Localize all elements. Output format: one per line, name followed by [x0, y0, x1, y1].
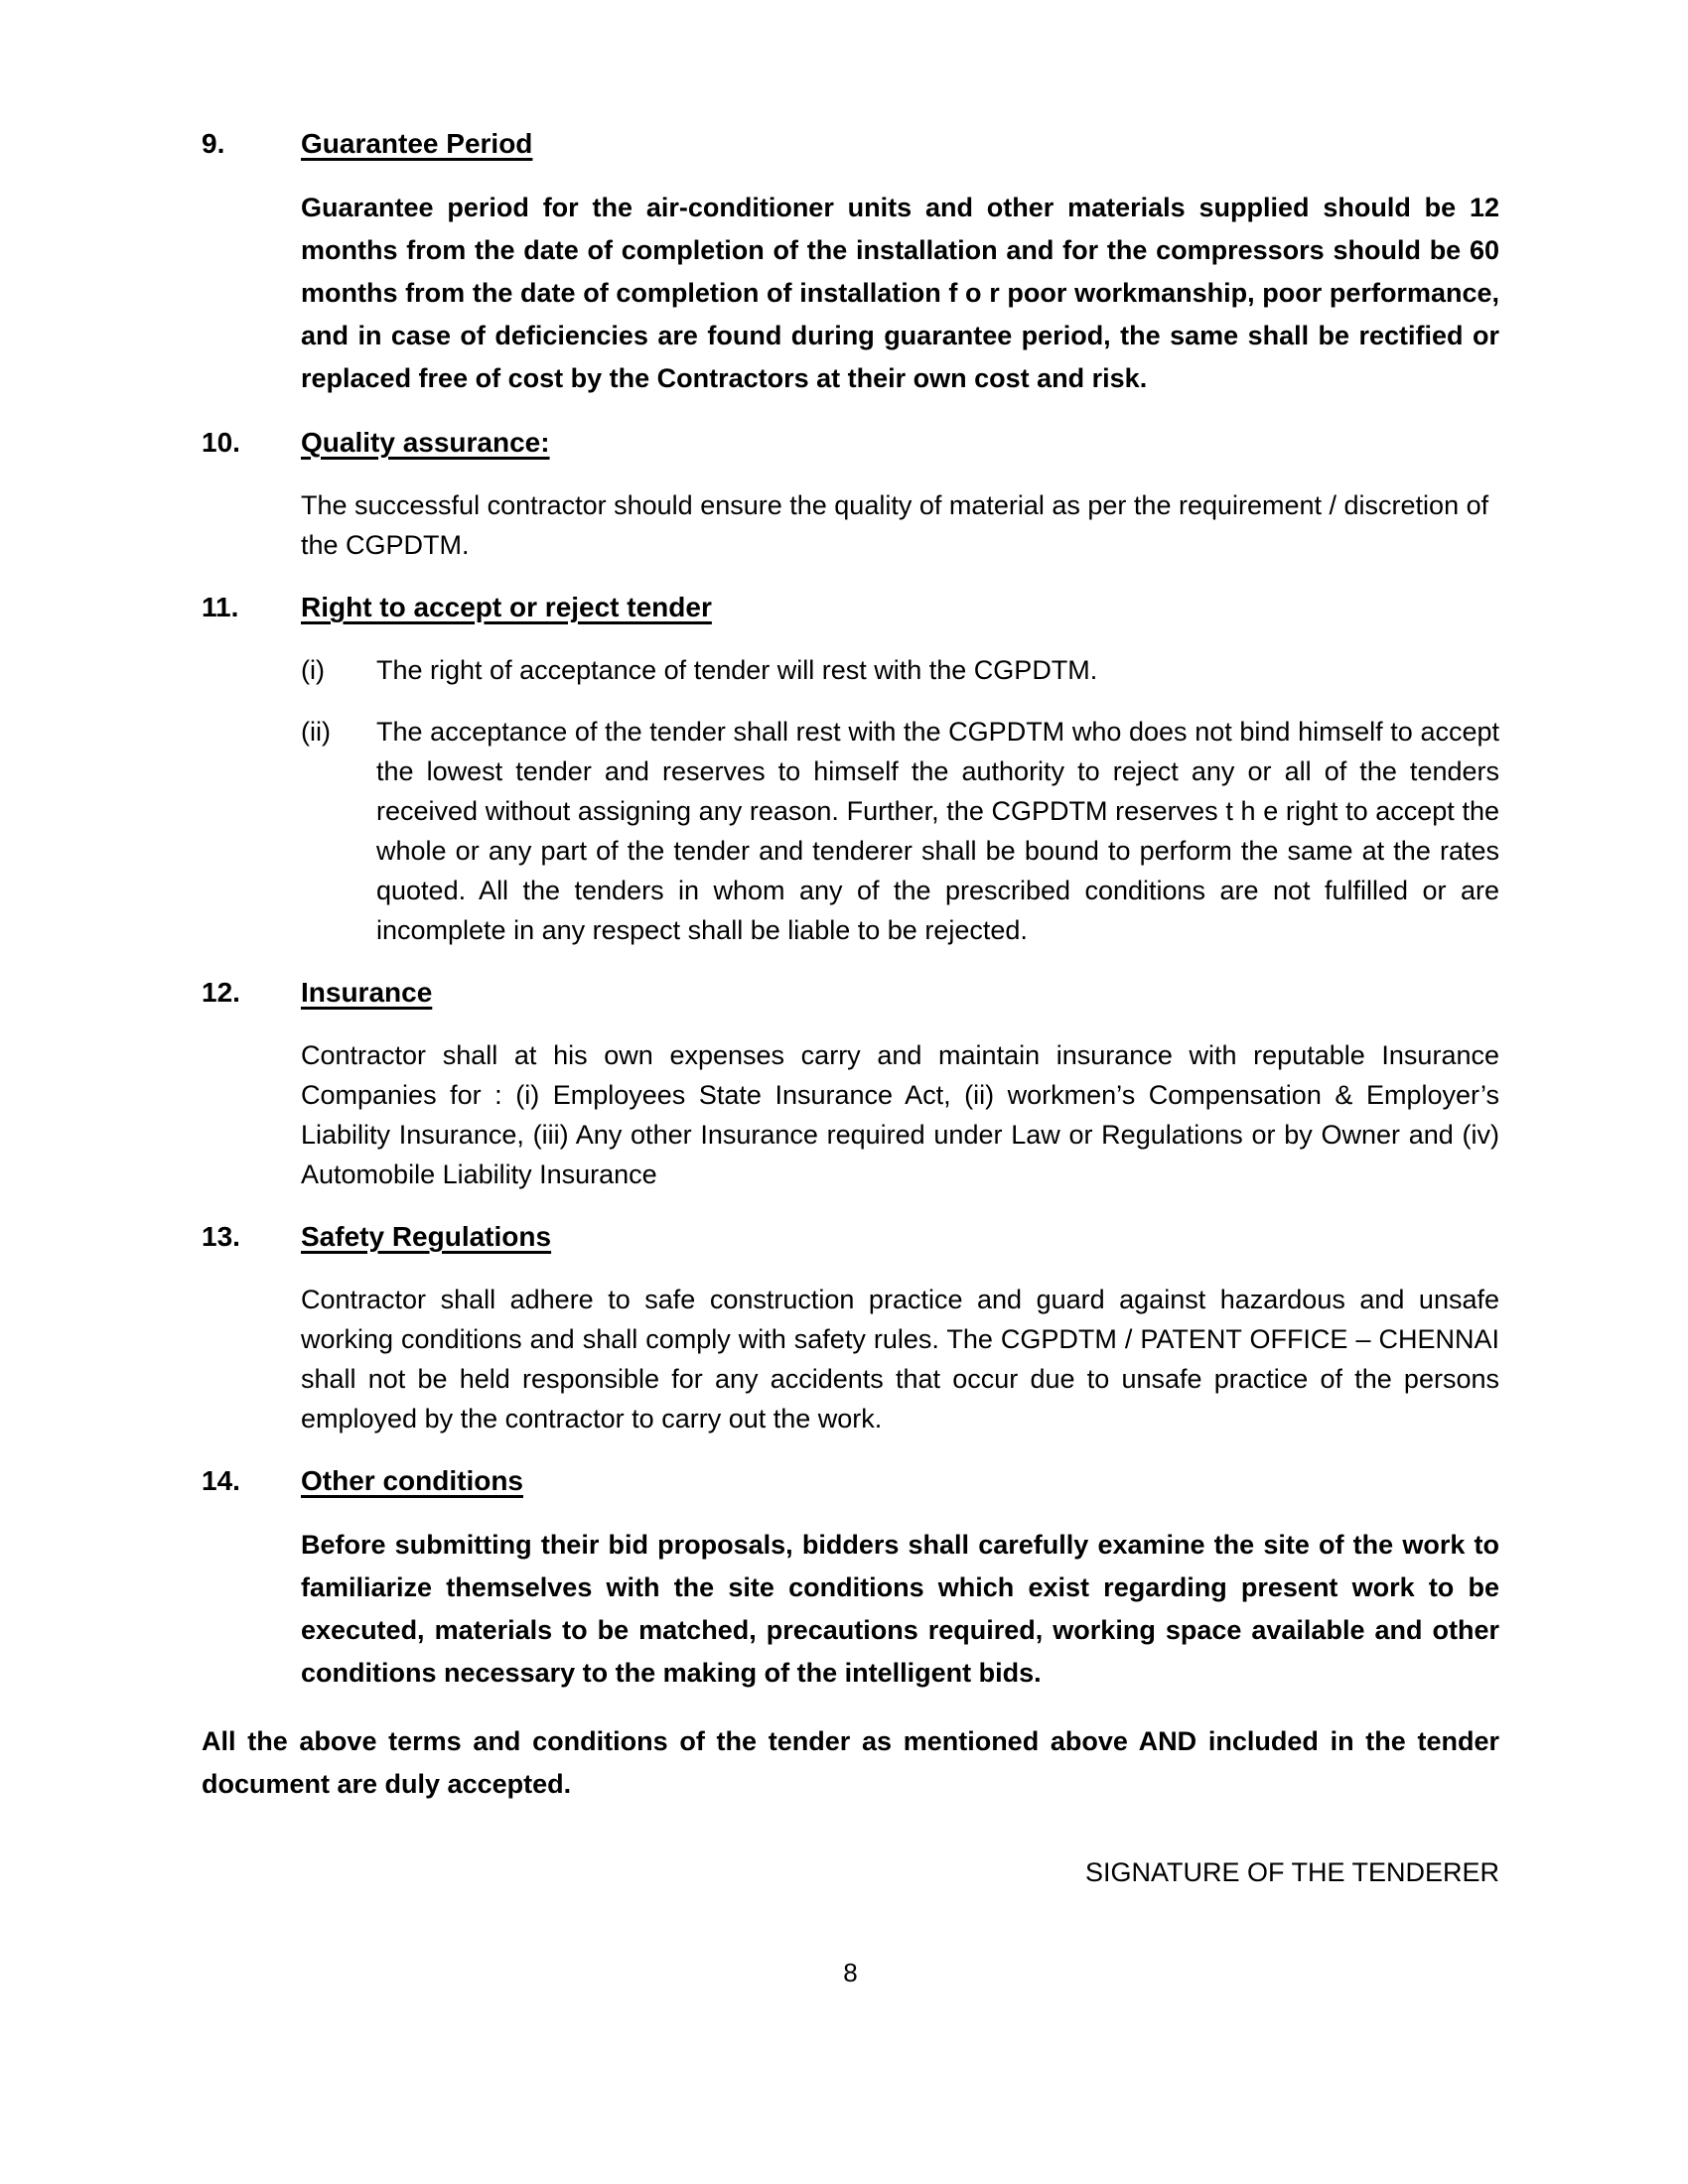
sub-item-marker: (i) — [301, 655, 325, 685]
section-body — [301, 426, 1499, 565]
signature-line: SIGNATURE OF THE TENDERER — [1084, 1857, 1499, 1887]
section-other-conditions — [202, 1464, 1499, 1695]
section-number: 14. — [202, 1465, 240, 1496]
section-number: 11. — [202, 592, 239, 622]
sub-item-i — [301, 650, 1499, 690]
section-right-to-accept-or-reject — [202, 591, 1499, 950]
closing-paragraph: All the above terms and conditions of the tender as mentioned above AND included in the tender document are duly accepted. — [202, 1726, 1499, 1799]
section-quality-assurance — [202, 426, 1499, 565]
section-heading: Right to accept or reject tender — [301, 592, 712, 622]
section-paragraph: Guarantee period for the air-conditioner units and other materials supplied should be 12 months from the date of completion of the installation and for the compressors should be 60 months from the date of completion of installation f o r poor workmanship, poor performance, and in case of deficiencies are found during guarantee period, the same shall be rectified or replaced free of cost by the Contractors at their own cost and risk. — [301, 193, 1499, 393]
section-body — [301, 1220, 1499, 1438]
section-paragraph: The successful contractor should ensure the quality of material as per the requirement / discretion of the CGPDTM. — [301, 490, 1489, 560]
section-insurance — [202, 976, 1499, 1194]
section-body — [301, 1464, 1499, 1695]
section-body — [301, 976, 1499, 1194]
section-heading: Guarantee Period — [301, 128, 533, 159]
section-heading: Quality assurance: — [301, 427, 550, 458]
sub-item-ii — [301, 712, 1499, 950]
section-heading: Safety Regulations — [301, 1221, 552, 1252]
section-paragraph: Contractor shall adhere to safe construction practice and guard against hazardous and unsafe working conditions and shall comply with safety rules. The CGPDTM / PATENT OFFICE – CHENNAI shall not be held responsible for any accidents that occur due to unsafe practice of the persons employed by the contractor to carry out the work. — [301, 1285, 1499, 1433]
section-number: 12. — [202, 977, 240, 1008]
section-number: 9. — [202, 128, 225, 159]
section-heading: Insurance — [301, 977, 433, 1008]
section-number: 13. — [202, 1221, 240, 1252]
section-heading: Other conditions — [301, 1465, 523, 1496]
sub-item-text: The right of acceptance of tender will rest with the CGPDTM. — [376, 655, 1098, 685]
section-body — [301, 591, 1499, 950]
section-paragraph: Before submitting their bid proposals, bidders shall carefully examine the site of the work to familiarize themselves with the site conditions which exist regarding present work to be executed, materials to be matched, precautions required, working space available and other conditions necessary to the making of the intelligent bids. — [301, 1530, 1499, 1688]
sub-item-marker: (ii) — [301, 717, 331, 747]
section-paragraph: Contractor shall at his own expenses carry and maintain insurance with reputable Insurance Companies for : (i) Employees State Insurance Act, (ii) workmen’s Compensation & Employer’s Liability Insurance, (iii) Any other Insurance required under Law or Regulations or by Owner and (iv) Automobile Liability Insurance — [301, 1040, 1499, 1189]
page-number: 8 — [843, 1958, 858, 1987]
sub-item-text: The acceptance of the tender shall rest with the CGPDTM who does not bind himself to accept the lowest tender and reserves to himself the authority to reject any or all of the tenders received without assigning any reason. Further, the CGPDTM reserves t h e right to accept the whole or any part of the tender and tenderer shall be bound to perform the same at the rates quoted. All the tenders in whom any of the prescribed conditions are not fulfilled or are incomplete in any respect shall be liable to be rejected. — [376, 717, 1499, 945]
section-guarantee-period — [202, 127, 1499, 400]
section-body — [301, 127, 1499, 400]
section-number: 10. — [202, 427, 240, 458]
section-safety-regulations — [202, 1220, 1499, 1438]
